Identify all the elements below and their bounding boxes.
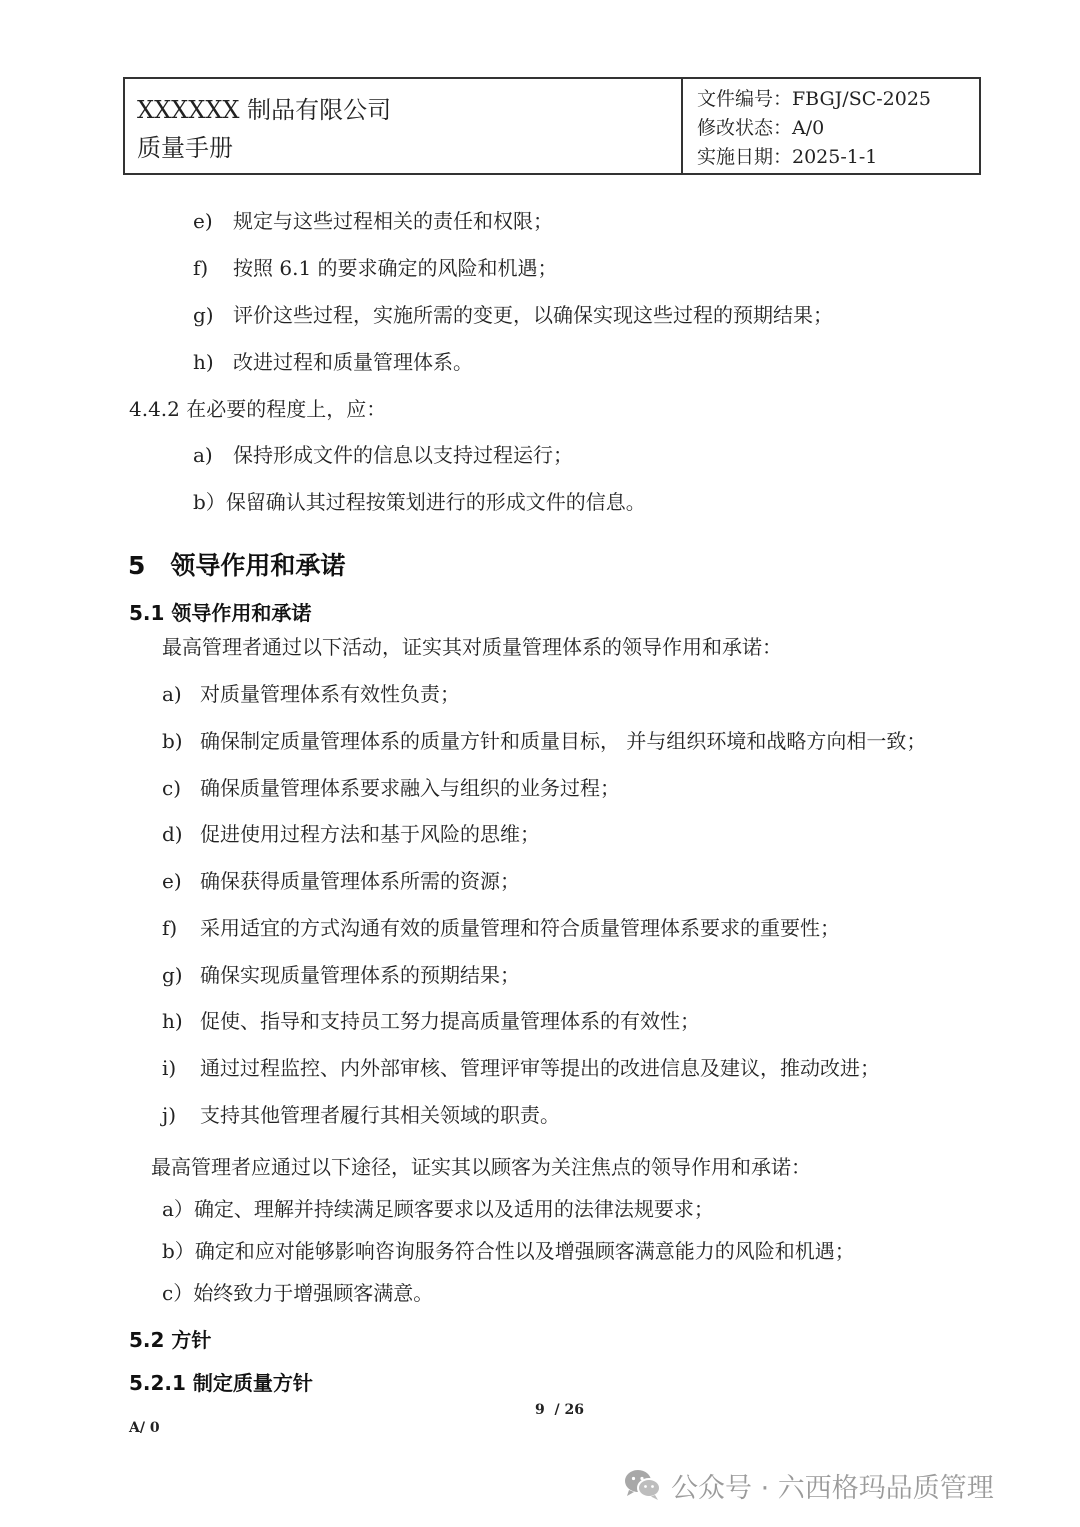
list-item: g) 评价这些过程，实施所需的变更，以确保实现这些过程的预期结果； — [193, 303, 833, 327]
list-item: b) 确保制定质量管理体系的质量方针和质量目标， 并与组织环境和战略方向相一致； — [162, 729, 927, 753]
section-5-title: 5 领导作用和承诺 — [128, 551, 346, 580]
section-5-1-intro: 最高管理者通过以下活动，证实其对质量管理体系的领导作用和承诺： — [162, 635, 782, 659]
list-item: j) 支持其他管理者履行其相关领域的职责。 — [162, 1103, 560, 1127]
list-item: c) 确保质量管理体系要求融入与组织的业务过程； — [162, 776, 620, 800]
doc-number: 文件编号：FBGJ/SC-2025 — [697, 88, 932, 110]
list-item: h) 改进过程和质量管理体系。 — [193, 350, 473, 374]
manual-title: 质量手册 — [137, 134, 233, 162]
section-5-2-title: 5.2 方针 — [129, 1328, 212, 1352]
list-item: e) 规定与这些过程相关的责任和权限； — [193, 209, 553, 233]
list-item: a) 保持形成文件的信息以支持过程运行； — [193, 443, 573, 467]
list-item: c）始终致力于增强顾客满意。 — [162, 1281, 434, 1305]
list-item: g) 确保实现质量管理体系的预期结果； — [162, 963, 520, 987]
wechat-icon — [623, 1468, 663, 1502]
section-5-2-1-title: 5.2.1 制定质量方针 — [129, 1371, 313, 1395]
list-item: a) 对质量管理体系有效性负责； — [162, 682, 460, 706]
section-5-1-customer-intro: 最高管理者应通过以下途径，证实其以顾客为关注焦点的领导作用和承诺： — [151, 1155, 811, 1179]
list-item: e) 确保获得质量管理体系所需的资源； — [162, 869, 520, 893]
header-right-cell — [683, 79, 979, 173]
clause-4-4-2: 4.4.2 在必要的程度上，应： — [129, 397, 387, 421]
header-left-cell — [125, 79, 683, 173]
page-number: 9 / 26 — [535, 1402, 584, 1418]
list-item: i) 通过过程监控、内外部审核、管理评审等提出的改进信息及建议，推动改进； — [162, 1056, 880, 1080]
list-item: f) 采用适宜的方式沟通有效的质量管理和符合质量管理体系要求的重要性； — [162, 916, 840, 940]
watermark-text: 公众号 · 六西格玛品质管理 — [671, 1472, 994, 1504]
list-item: b）保留确认其过程按策划进行的形成文件的信息。 — [193, 490, 646, 514]
list-item: f) 按照 6.1 的要求确定的风险和机遇； — [193, 256, 558, 280]
list-item: b）确定和应对能够影响咨询服务符合性以及增强顾客满意能力的风险和机遇； — [162, 1239, 855, 1263]
company-name: XXXXXX 制品有限公司 — [137, 96, 392, 124]
document-header-table — [123, 77, 981, 175]
effective-date: 实施日期：2025-1-1 — [697, 146, 878, 168]
revision-status: 修改状态：A/0 — [697, 117, 825, 139]
footer-revision: A/ 0 — [129, 1420, 160, 1436]
list-item: d) 促进使用过程方法和基于风险的思维； — [162, 822, 540, 846]
list-item: h) 促使、指导和支持员工努力提高质量管理体系的有效性； — [162, 1009, 700, 1033]
watermark — [623, 1465, 994, 1505]
section-5-1-title: 5.1 领导作用和承诺 — [129, 601, 312, 625]
list-item: a）确定、理解并持续满足顾客要求以及适用的法律法规要求； — [162, 1197, 714, 1221]
